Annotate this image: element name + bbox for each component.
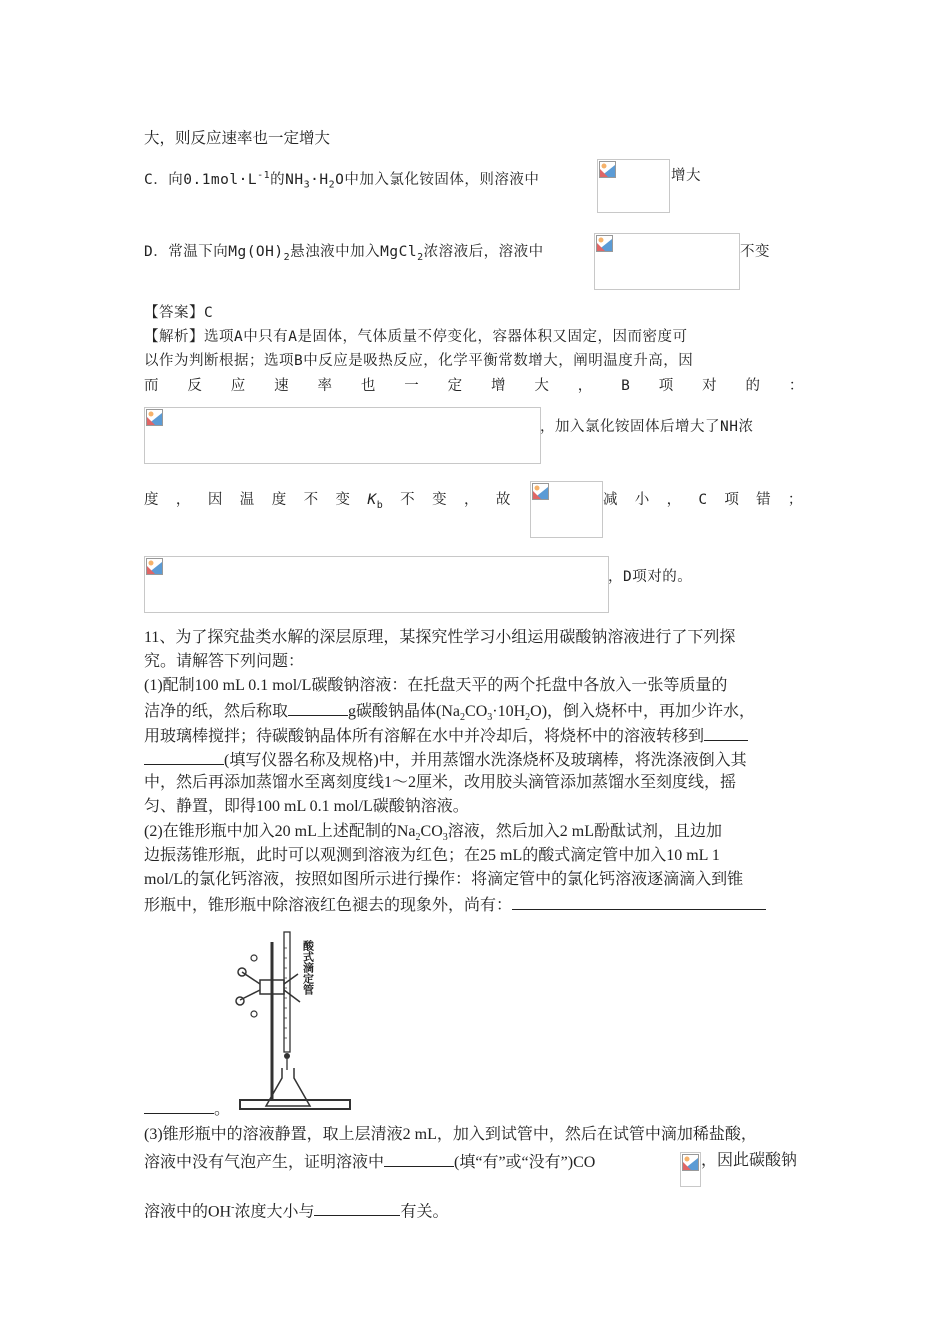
- char: B: [621, 378, 631, 394]
- clamp-knob: [251, 1011, 257, 1017]
- text: 增大: [671, 168, 701, 184]
- text: 【解析】选项A中只有A是固体，气体质量不停变化，容器体积又固定，因而密度可: [144, 329, 688, 345]
- text: 3: [303, 179, 311, 191]
- text: 洁净的纸，然后称取: [144, 703, 289, 720]
- text: 以作为判断根据；选项B中反应是吸热反应，化学平衡常数增大，阐明温度升高，因: [144, 353, 694, 369]
- text: (1)配制100 mL 0.1 mol/L碳酸钠溶液：在托盘天平的两个托盘中各放入一张等质量的: [144, 677, 728, 694]
- char: 项: [658, 378, 674, 394]
- analysis-line-justified: [144, 375, 804, 397]
- k-symbol: [367, 489, 383, 517]
- text: g碳酸钠晶体(Na: [348, 703, 461, 720]
- analysis-line-justified: [144, 489, 511, 517]
- analysis-line: [540, 416, 753, 438]
- text-line: [144, 772, 736, 794]
- text: 的NH: [270, 171, 304, 188]
- text: 2: [460, 712, 466, 724]
- char: 应: [230, 378, 246, 394]
- char: 的: [745, 378, 761, 394]
- text: 大，则反应速率也一定增大: [144, 129, 331, 147]
- broken-image-icon: [596, 235, 613, 252]
- char: 因: [207, 492, 223, 508]
- stopcock: [284, 1053, 290, 1059]
- char: 率: [317, 378, 333, 394]
- text: 2: [415, 832, 421, 844]
- char: 反: [187, 378, 203, 394]
- char: 错: [756, 492, 772, 508]
- formula-image-placeholder: [680, 1152, 701, 1187]
- text: (2)在锥形瓶中加入20 mL上述配制的Na: [144, 823, 416, 840]
- text-line: [144, 651, 304, 673]
- text: 溶液中的OH: [144, 1203, 232, 1221]
- question-11: [144, 627, 735, 649]
- char: 增: [491, 378, 506, 394]
- char: 也: [360, 378, 376, 394]
- text: 2: [525, 712, 531, 724]
- broken-image-icon: [146, 409, 163, 426]
- text: -: [231, 1202, 235, 1213]
- analysis-line-justified: [603, 489, 803, 511]
- formula-image-placeholder: [144, 556, 609, 613]
- answer-blank[interactable]: [512, 893, 766, 910]
- text-line: [144, 1197, 449, 1223]
- text: 边振荡锥形瓶，此时可以观测到溶液为红色；在25 mL的酸式滴定管中加入10 mL 1: [144, 847, 720, 864]
- char: 温: [239, 492, 255, 508]
- text: ·H: [310, 171, 329, 188]
- broken-image-icon: [532, 483, 549, 500]
- text-line: [144, 127, 330, 149]
- text: b: [376, 499, 384, 511]
- answer-blank[interactable]: [704, 724, 748, 741]
- text: CO: [420, 823, 443, 840]
- clamp-knob: [236, 997, 244, 1005]
- text: 中，然后再添加蒸馏水至离刻度线1～2厘米，改用胶头滴管添加蒸馏水至刻度线，摇: [144, 774, 737, 791]
- text-line: [144, 869, 743, 891]
- char: 减: [603, 492, 618, 508]
- text: O)，倒入烧杯中，再加少许水，: [530, 703, 756, 720]
- text-line: [144, 1124, 757, 1146]
- formula-image-placeholder: [594, 233, 740, 290]
- text: 匀、静置，即得100 mL 0.1 mol/L碳酸钠溶液。: [144, 798, 469, 815]
- text: O中加入氯化铵固体，则溶液中: [335, 171, 540, 188]
- text: C．向0.1mol·L: [144, 171, 258, 188]
- char: 对: [702, 378, 718, 394]
- char: 一: [404, 378, 420, 394]
- answer-blank[interactable]: [144, 748, 224, 765]
- char: ，: [577, 378, 593, 394]
- char: ，: [666, 492, 682, 508]
- text: 不变: [740, 244, 770, 260]
- text: -1: [257, 170, 271, 181]
- text: 11、为了探究盐类水解的深层原理，某探究性学习小组运用碳酸钠溶液进行了下列探: [144, 629, 736, 646]
- text-line: [144, 724, 748, 748]
- text: 形瓶中，锥形瓶中除溶液红色褪去的现象外，尚有：: [144, 897, 513, 914]
- char: 大: [534, 378, 550, 394]
- text-line: [144, 748, 747, 772]
- text-line: [144, 796, 469, 818]
- answer-blank[interactable]: [288, 699, 348, 716]
- text: (3)锥形瓶中的溶液静置，取上层清液2 mL，加入到试管中，然后在试管中滴加稀盐酸，: [144, 1126, 757, 1143]
- char: 故: [495, 492, 511, 508]
- char: 不: [400, 492, 416, 508]
- figure-label: 酸式滴定管: [301, 940, 315, 995]
- char: ，: [175, 492, 191, 508]
- text: (填写仪器名称及规格)中，并用蒸馏水洗涤烧杯及玻璃棒，将洗涤液倒入其: [224, 752, 747, 769]
- text: ，因此碳酸钠: [701, 1152, 798, 1169]
- char: 度: [144, 492, 159, 508]
- analysis-line: [144, 350, 693, 372]
- char: ，: [463, 492, 479, 508]
- text: 悬浊液中加入MgCl: [290, 244, 418, 260]
- text: 3: [487, 712, 493, 724]
- titration-apparatus-figure: [230, 928, 360, 1113]
- char: ：: [788, 378, 804, 394]
- char: 变: [432, 492, 448, 508]
- text: mol/L的氯化钙溶液，按照如图所示进行操作：将滴定管中的氯化钙溶液逐滴滴入到锥: [144, 871, 744, 888]
- char: 项: [724, 492, 740, 508]
- char: C: [698, 492, 708, 508]
- text-line: [144, 1150, 595, 1174]
- analysis-line: [144, 326, 687, 348]
- text-line: [740, 241, 770, 263]
- char: 小: [634, 492, 650, 508]
- answer-blank[interactable]: [384, 1150, 454, 1167]
- text: 2: [328, 179, 336, 191]
- text: 【答案】C: [144, 305, 214, 321]
- text: CO: [465, 703, 488, 720]
- option-d: [144, 241, 544, 269]
- broken-image-icon: [599, 161, 616, 178]
- text: 究。请解答下列问题：: [144, 653, 305, 670]
- text-line: [144, 845, 720, 867]
- analysis-line: [608, 566, 692, 588]
- text-line: [144, 675, 727, 697]
- text: 有关。: [400, 1203, 449, 1221]
- text: 浓度大小与: [234, 1203, 315, 1221]
- text: 浓溶液后，溶液中: [423, 244, 544, 260]
- text: K: [367, 492, 377, 508]
- text: D．常温下向Mg(OH): [144, 244, 284, 260]
- text: ·10H: [492, 703, 526, 720]
- stand-base: [240, 1100, 350, 1109]
- text: 用玻璃棒搅拌；待碳酸钠晶体所有溶解在水中并冷却后，将烧杯中的溶液转移到: [144, 728, 705, 745]
- text-line: [144, 1097, 230, 1121]
- option-c: [144, 165, 539, 197]
- answer-blank[interactable]: [314, 1199, 400, 1216]
- answer: [144, 302, 213, 324]
- answer-blank[interactable]: [144, 1097, 214, 1114]
- text: ，D项对的。: [608, 569, 693, 585]
- formula-image-placeholder: [530, 481, 603, 538]
- text: 2: [417, 251, 424, 263]
- text: ，加入氯化铵固体后增大了NH浓: [540, 419, 754, 435]
- text: 2: [283, 251, 291, 263]
- text: 。: [214, 1101, 231, 1118]
- text: 3: [442, 832, 448, 844]
- text-line: [701, 1150, 797, 1172]
- char: 而: [144, 378, 159, 394]
- text: (填“有”或“没有”)CO: [454, 1154, 596, 1171]
- char: 变: [335, 492, 351, 508]
- char: 定: [447, 378, 463, 394]
- broken-image-icon: [682, 1154, 699, 1171]
- text-line: [144, 893, 766, 917]
- broken-image-icon: [146, 558, 163, 575]
- char: ；: [787, 492, 803, 508]
- char: 不: [303, 492, 319, 508]
- text: 溶液中没有气泡产生，证明溶液中: [144, 1154, 385, 1171]
- text-line: [671, 165, 701, 187]
- formula-image-placeholder: [597, 159, 670, 213]
- char: 速: [274, 378, 290, 394]
- formula-image-placeholder: [144, 407, 541, 464]
- text: 溶液，然后加入2 mL酚酞试剂，且边加: [447, 823, 723, 840]
- char: 度: [271, 492, 287, 508]
- clamp-knob: [251, 955, 257, 961]
